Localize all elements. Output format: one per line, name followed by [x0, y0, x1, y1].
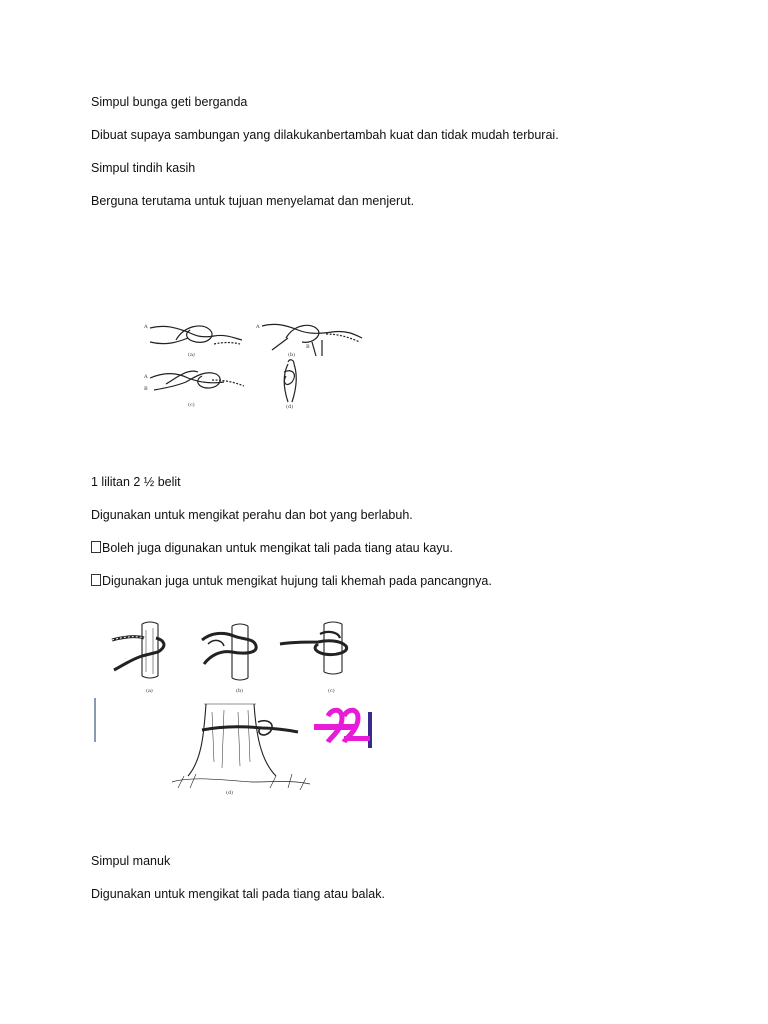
figure2-caption-c: (c) [328, 688, 335, 694]
clove-hitch-color-diagram [314, 710, 372, 748]
figure1-label: A [144, 374, 148, 380]
figure2-caption-b: (b) [236, 688, 244, 694]
heading-simpul-tindih-kasih: Simpul tindih kasih [91, 161, 196, 175]
figure1-caption-c: (c) [188, 402, 195, 408]
figure1-caption-a: (a) [188, 352, 195, 358]
heading-simpul-bunga-geti: Simpul bunga geti berganda [91, 95, 248, 109]
knot-figure-lilitan [92, 612, 392, 804]
bullet-item [91, 573, 492, 589]
paragraph-simpul-manuk: Digunakan untuk mengikat tali pada tiang atau balak. [91, 887, 385, 901]
figure1-label: A [144, 324, 148, 330]
figure1-caption-b: (b) [288, 352, 296, 358]
paragraph-bunga-geti: Dibuat supaya sambungan yang dilakukanbertambah kuat dan tidak mudah terburai. [91, 128, 559, 142]
paragraph-lilitan-belit: Digunakan untuk mengikat perahu dan bot yang berlabuh. [91, 508, 413, 522]
bullet-item [91, 540, 453, 556]
figure1-label: A [256, 324, 260, 330]
heading-simpul-manuk: Simpul manuk [91, 854, 171, 868]
figure1-caption-d: (d) [286, 404, 294, 410]
missing-glyph-icon [91, 541, 101, 553]
figure2-caption-d: (d) [226, 790, 234, 796]
bullet-text: Digunakan juga untuk mengikat hujung tali khemah pada pancangnya. [102, 574, 492, 588]
figure2-caption-a: (a) [146, 688, 153, 694]
paragraph-tindih-kasih: Berguna terutama untuk tujuan menyelamat dan menjerut. [91, 194, 415, 208]
missing-glyph-icon [91, 574, 101, 586]
bullet-text: Boleh juga digunakan untuk mengikat tali pada tiang atau kayu. [102, 541, 453, 555]
figure1-label: B [144, 386, 148, 392]
figure1-label: B [306, 344, 310, 350]
heading-lilitan-belit: 1 lilitan 2 ½ belit [91, 475, 181, 489]
knot-figure-tindih-kasih [136, 298, 384, 424]
